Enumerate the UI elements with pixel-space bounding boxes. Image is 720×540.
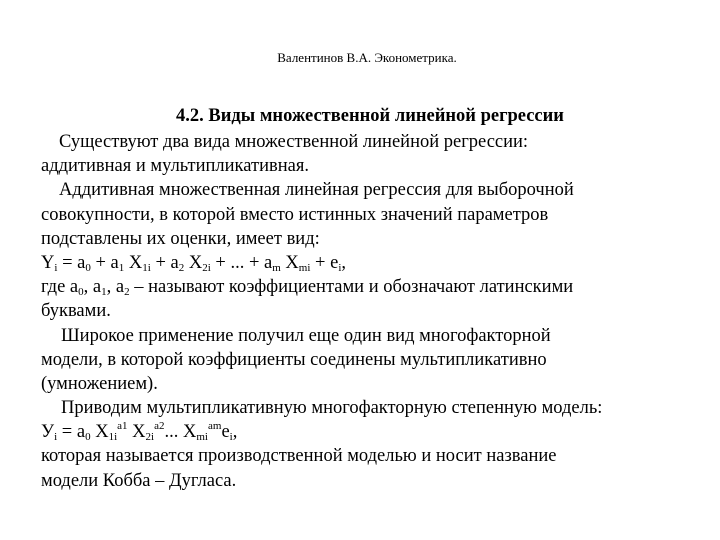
section-heading-text: 4.2. Виды множественной линейной регрессии [176, 106, 564, 126]
text-line: модели, в которой коэффициенты соединены мультипликативно [41, 349, 547, 370]
text-line: Аддитивная множественная линейная регрессия для выборочной [59, 180, 574, 201]
body-text [41, 130, 701, 493]
text-line: совокупности, в которой вместо истинных значений параметров [41, 204, 549, 225]
text-line: Широкое применение получил еще один вид многофакторной [61, 325, 551, 346]
text-line: Приводим мультипликативную многофакторную степенную модель: [61, 398, 603, 419]
multiplicative-model-formula: $У_i = a_0$ $X_{1i}^{a1}$ $X_{2i}^{a2}$... $X_{mi}^{am}e_i$, [41, 420, 238, 444]
header-text: Валентинов В.А. Эконометрика. [277, 50, 457, 65]
text-line: которая называется производственной моделью и носит название [41, 446, 557, 467]
text-line: где $a_0$, $a_1$, $a_2$ – называют коэффициентами и обозначают латинскими [41, 277, 574, 299]
page-header [0, 50, 720, 66]
text-line: аддитивная и мультипликативная. [41, 156, 309, 177]
text-line: модели Кобба – Дугласа. [41, 470, 237, 491]
text-line: (умножением). [41, 373, 158, 394]
section-heading [0, 106, 720, 127]
text-line: буквами. [41, 301, 111, 322]
text-line: Существуют два вида множественной линейной регрессии: [59, 132, 529, 152]
additive-regression-formula: $Y_i = a_0 + a_1$ $X_{1i} + a_2$ $X_{2i}$ + ... + $a_m$ $X_{mi} + e_i$, [41, 252, 347, 274]
text-line: подставлены их оценки, имеет вид: [41, 228, 320, 249]
